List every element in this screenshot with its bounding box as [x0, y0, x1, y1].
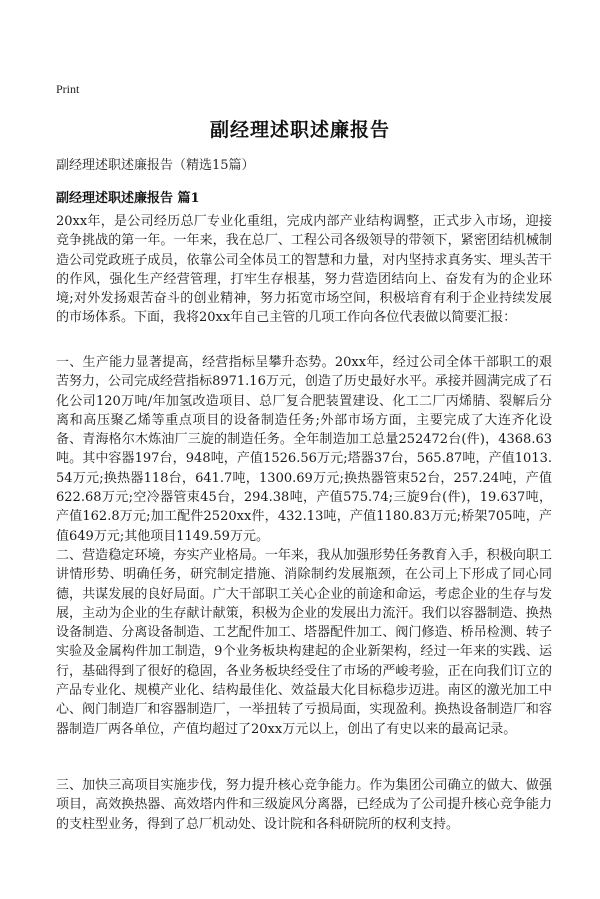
print-link[interactable]: Print [56, 82, 80, 96]
paragraph-projects: 三、加快三高项目实施步伐，努力提升核心竞争能力。作为集团公司确立的做大、做强项目，高效换热器、高效塔内件和三级旋风分离器，已经成为了公司提升核心竞争能力的支柱型业务，得到了总厂机动处、设计院和各科研院所的权利支持。 [56, 778, 552, 832]
paragraph-environment: 二、营造稳定环境，夯实产业格局。一年来，我从加强形势任务教育入手，积极向职工讲情形势、明确任务，研究制定措施、消除制约发展瓶颈，在公司上下形成了同心同德，共谋发展的良好局面。广大干部职工关心企业的前途和命运，考虑企业的生存与发展，主动为企业的生存献计献策，积极为企业的发展出力流汗。我们以容器制造、换热设备制造、分离设备制造、工艺配件加工、塔器配件加工、阀门修造、桥吊检测、转子实验及金属构件加工制造，9个业务板块构建起的企业新架构，经过一年来的实践、运行，基础得到了很好的稳固，各业务板块经受住了市场的严峻考验，正在向我们订立的产品专业化、规模产业化、结构最佳化、效益最大化目标稳步迈进。南区的激光加工中心、阀门制造厂和容器制造厂，一举扭转了亏损局面，实现盈利。换热设备制造厂和容器制造厂两各单位，产值均超过了20xx万元以上，创出了有史以来的最高记录。 [56, 548, 552, 737]
document-title: 副经理述职述廉报告 [209, 119, 390, 141]
paragraph-production: 一、生产能力显著提高，经营指标呈攀升态势。20xx年，经过公司全体干部职工的艰苦努力，公司完成经营指标8971.16万元，创造了历史最好水平。承接并圆满完成了石化公司120万吨/年加氢改造项目、总厂复合肥装置建设、化工二厂丙烯腈、裂解后分离和高压聚乙烯等重点项目的设备制造任务;外部市场方面，主要完成了大连齐化设备、青海格尔木炼油厂三旋的制造任务。全年制造加工总量252472台(件)，4368.63吨。其中容器197台，948吨，产值1526.56万元;塔器37台，565.87吨，产值1013.54万元;换热器118台，641.7吨，1300.69万元;换热器管束52台，257.24吨，产值622.68万元;空冷器管束45台，294.38吨，产值575.74;三旋9台(件)，19.637吨，产值162.8万元;加工配件2520xx件，432.13吨，产值1180.83万元;桥架705吨，产值649万元;其他项目1149.59万元。 [56, 355, 552, 544]
section-heading: 副经理述职述廉报告 篇1 [56, 191, 200, 206]
document-subtitle: 副经理述职述廉报告（精选15篇） [56, 158, 255, 173]
paragraph-intro: 20xx年，是公司经历总厂专业化重组，完成内部产业结构调整，正式步入市场，迎接竞争挑战的第一年。一年来，我在总厂、工程公司各级领导的带领下，紧密团结机械制造公司党政班子成员，依靠公司全体员工的智慧和力量，对内坚持求真务实、埋头苦干的作风，强化生产经营管理，打牢生存根基，努力营造团结向上、奋发有为的企业环境;对外发扬艰苦奋斗的创业精神，努力拓宽市场空间，积极培育有利于企业持续发展的市场体系。下面，我将20xx年自己主管的几项工作向各位代表做以简要汇报： [56, 214, 552, 326]
